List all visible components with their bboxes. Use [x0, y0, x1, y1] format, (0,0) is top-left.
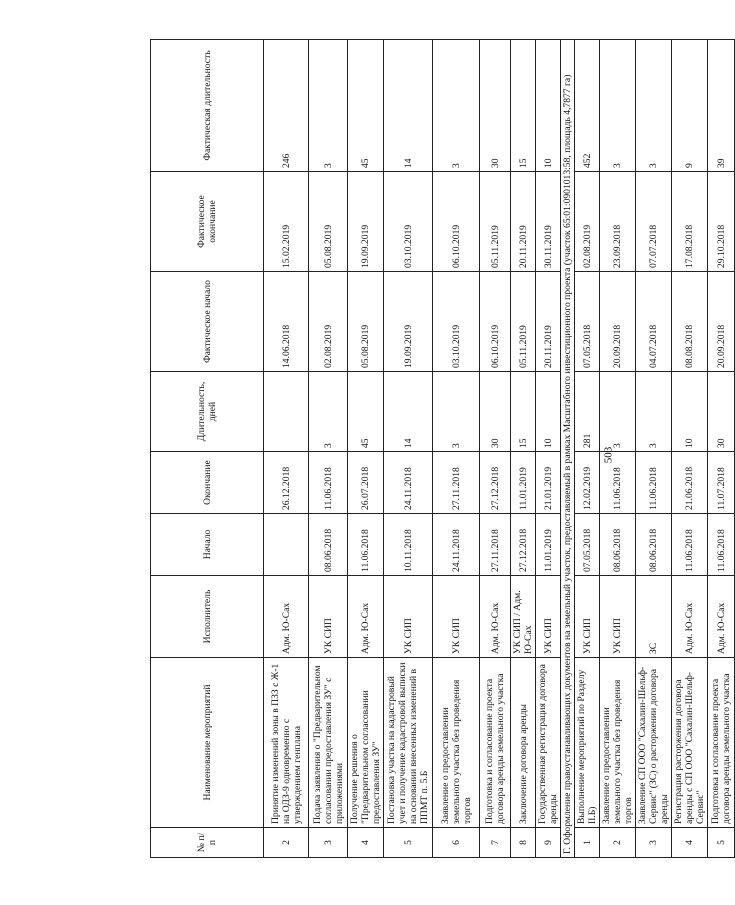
cell-duration: 15 — [511, 372, 536, 452]
cell-duration — [264, 372, 309, 452]
cell-start: 08.06.2018 — [600, 514, 636, 576]
cell-end: 11.06.2018 — [636, 452, 672, 514]
table-row — [384, 40, 433, 858]
cell-duration: 30 — [708, 372, 735, 452]
section-row-body — [561, 40, 575, 858]
cell-start: 11.06.2018 — [348, 514, 384, 576]
table-row — [309, 40, 348, 858]
cell-fact-end: 06.10.2019 — [433, 172, 480, 272]
cell-name: Заключение договора аренды — [511, 658, 536, 828]
cell-fact-duration: 452 — [575, 40, 600, 172]
table-body-b — [575, 40, 735, 858]
cell-fact-end: 29.10.2018 — [708, 172, 735, 272]
cell-fact-end: 20.11.2019 — [511, 172, 536, 272]
cell-name: Получение решения о "Предварительном согласовании предоставления ЗУ" — [348, 658, 384, 828]
cell-fact-duration: 14 — [384, 40, 433, 172]
header-fact-end: Фактическое окончание — [151, 172, 264, 272]
header-num: № п/п — [151, 828, 264, 858]
cell-duration: 30 — [480, 372, 511, 452]
cell-fact-duration: 10 — [536, 40, 561, 172]
table-body-a — [264, 40, 561, 858]
cell-executor: ЗС — [636, 576, 672, 658]
table-row — [636, 40, 672, 858]
cell-end: 11.01.2019 — [511, 452, 536, 514]
table-row — [480, 40, 511, 858]
cell-num: 3 — [309, 828, 348, 858]
cell-fact-duration: 3 — [309, 40, 348, 172]
cell-duration: 45 — [348, 372, 384, 452]
cell-duration: 281 — [575, 372, 600, 452]
cell-end: 11.06.2018 — [309, 452, 348, 514]
cell-end: 26.12.2018 — [264, 452, 309, 514]
cell-fact-start: 04.07.2018 — [636, 272, 672, 372]
cell-executor: УК СИП — [433, 576, 480, 658]
cell-start: 07.05.2018 — [575, 514, 600, 576]
table-row — [433, 40, 480, 858]
cell-fact-duration: 9 — [672, 40, 708, 172]
cell-name: Принятие изменений зоны в ПЗЗ с Ж-1 на ОДЗ-9 одновременно с утверждением генплана — [264, 658, 309, 828]
cell-name: Заявление о предоставлении земельного участка без проведения торгов — [600, 658, 636, 828]
cell-fact-start: 05.11.2019 — [511, 272, 536, 372]
cell-start: 11.06.2018 — [672, 514, 708, 576]
cell-start: 27.11.2018 — [480, 514, 511, 576]
page-number: 503 — [602, 446, 615, 464]
cell-fact-start: 20.09.2018 — [708, 272, 735, 372]
table-header-row — [151, 40, 264, 858]
cell-name: Заявление СП ООО "Сахалин-Шельф-Сервис" (ЗС) о расторжении договора аренды — [636, 658, 672, 828]
cell-end: 26.07.2018 — [348, 452, 384, 514]
cell-executor: Адм. Ю-Сах — [480, 576, 511, 658]
header-duration: Длительность, дней — [151, 372, 264, 452]
cell-executor: УК СИП — [536, 576, 561, 658]
cell-fact-end: 03.10.2019 — [384, 172, 433, 272]
cell-num: 8 — [511, 828, 536, 858]
cell-executor: УК СИП — [384, 576, 433, 658]
cell-start: 24.11.2018 — [433, 514, 480, 576]
cell-fact-start: 20.11.2019 — [536, 272, 561, 372]
cell-fact-start: 03.10.2019 — [433, 272, 480, 372]
cell-num: 2 — [600, 828, 636, 858]
cell-duration: 3 — [433, 372, 480, 452]
cell-end: 11.07.2018 — [708, 452, 735, 514]
cell-num: 4 — [672, 828, 708, 858]
cell-end: 24.11.2018 — [384, 452, 433, 514]
cell-start: 10.11.2018 — [384, 514, 433, 576]
cell-fact-end: 15.02.2019 — [264, 172, 309, 272]
table-row — [536, 40, 561, 858]
cell-fact-duration: 3 — [433, 40, 480, 172]
rotated-table-container — [150, 36, 732, 858]
table-row — [348, 40, 384, 858]
cell-duration: 3 — [636, 372, 672, 452]
cell-num: 5 — [384, 828, 433, 858]
table-row — [575, 40, 600, 858]
cell-duration: 10 — [672, 372, 708, 452]
schedule-table — [150, 39, 735, 858]
cell-executor: Адм. Ю-Сах — [348, 576, 384, 658]
cell-name: Подготовка и согласование проекта договора аренды земельного участка — [708, 658, 735, 828]
section-row — [561, 40, 575, 858]
cell-fact-duration: 39 — [708, 40, 735, 172]
cell-executor: УК СИП — [309, 576, 348, 658]
table-row — [264, 40, 309, 858]
cell-fact-end: 23.09.2018 — [600, 172, 636, 272]
cell-executor: УК СИП / Адм. Ю-Сах — [511, 576, 536, 658]
cell-duration: 3 — [309, 372, 348, 452]
cell-end: 21.01.2019 — [536, 452, 561, 514]
header-name: Наименование мероприятий — [151, 658, 264, 828]
cell-duration: 14 — [384, 372, 433, 452]
cell-executor: Адм. Ю-Сах — [672, 576, 708, 658]
cell-fact-start: 05.08.2019 — [348, 272, 384, 372]
cell-fact-duration: 3 — [636, 40, 672, 172]
cell-fact-duration: 3 — [600, 40, 636, 172]
cell-name: Заявление о предоставлении земельного участка без проведения торгов — [433, 658, 480, 828]
cell-name: Государственная регистрация договора аренды — [536, 658, 561, 828]
cell-fact-duration: 246 — [264, 40, 309, 172]
cell-fact-start: 20.09.2018 — [600, 272, 636, 372]
cell-num: 6 — [433, 828, 480, 858]
cell-fact-end: 05.08.2019 — [309, 172, 348, 272]
cell-name: Выполнение мероприятий по Разделу II.Б) — [575, 658, 600, 828]
cell-fact-duration: 45 — [348, 40, 384, 172]
cell-fact-start: 07.05.2018 — [575, 272, 600, 372]
section-g-title: Г. Оформление правоустанавливающих документов на земельный участок, предоставляемый в рамках Масштабного инвестиционного проекта (участок 65:01:0901013:58, площадь 4,7877 га) — [561, 40, 575, 858]
cell-start: 27.12.2018 — [511, 514, 536, 576]
cell-executor: УК СИП — [575, 576, 600, 658]
header-end: Окончание — [151, 452, 264, 514]
header-fact-start: Фактическое начало — [151, 272, 264, 372]
cell-name: Постановка участка на кадастровый учет и получение кадастровой выписки на основании внесенных изменений в ППМТ п. 5.Б — [384, 658, 433, 828]
cell-end: 12.02.2019 — [575, 452, 600, 514]
cell-executor: Адм. Ю-Сах — [708, 576, 735, 658]
cell-name: Подготовка и согласование проекта договора аренды земельного участка — [480, 658, 511, 828]
cell-start — [264, 514, 309, 576]
cell-num: 1 — [575, 828, 600, 858]
header-fact-duration: Фактическая длительность — [151, 40, 264, 172]
cell-fact-end: 07.07.2018 — [636, 172, 672, 272]
table-row — [708, 40, 735, 858]
cell-fact-start: 02.08.2019 — [309, 272, 348, 372]
cell-fact-duration: 30 — [480, 40, 511, 172]
cell-fact-start: 08.08.2018 — [672, 272, 708, 372]
cell-duration: 10 — [536, 372, 561, 452]
cell-name: Регистрация расторжения договора аренды с СП ООО "Сахалин-Шельф-Сервис" — [672, 658, 708, 828]
header-executor: Исполнитель — [151, 576, 264, 658]
cell-fact-duration: 15 — [511, 40, 536, 172]
cell-end: 27.12.2018 — [480, 452, 511, 514]
cell-start: 11.06.2018 — [708, 514, 735, 576]
cell-fact-start: 19.09.2019 — [384, 272, 433, 372]
header-start: Начало — [151, 514, 264, 576]
cell-start: 08.06.2018 — [636, 514, 672, 576]
cell-num: 7 — [480, 828, 511, 858]
cell-end: 27.11.2018 — [433, 452, 480, 514]
table-row — [672, 40, 708, 858]
cell-fact-end: 17.08.2018 — [672, 172, 708, 272]
cell-num: 2 — [264, 828, 309, 858]
cell-fact-end: 05.11.2019 — [480, 172, 511, 272]
cell-num: 3 — [636, 828, 672, 858]
cell-name: Подача заявления о "Предварительном согласовании предоставления ЗУ" с приложениями — [309, 658, 348, 828]
cell-executor: УК СИП — [600, 576, 636, 658]
cell-start: 11.01.2019 — [536, 514, 561, 576]
cell-end: 21.06.2018 — [672, 452, 708, 514]
cell-num: 4 — [348, 828, 384, 858]
cell-start: 08.06.2018 — [309, 514, 348, 576]
cell-fact-end: 02.08.2019 — [575, 172, 600, 272]
cell-fact-end: 30.11.2019 — [536, 172, 561, 272]
cell-executor: Адм. Ю-Сах — [264, 576, 309, 658]
cell-duration: 3 — [600, 372, 636, 452]
cell-fact-end: 19.09.2019 — [348, 172, 384, 272]
table-row — [511, 40, 536, 858]
cell-num: 5 — [708, 828, 735, 858]
cell-fact-start: 14.06.2018 — [264, 272, 309, 372]
cell-num: 9 — [536, 828, 561, 858]
cell-end: 11.06.2018 — [600, 452, 636, 514]
cell-fact-start: 06.10.2019 — [480, 272, 511, 372]
